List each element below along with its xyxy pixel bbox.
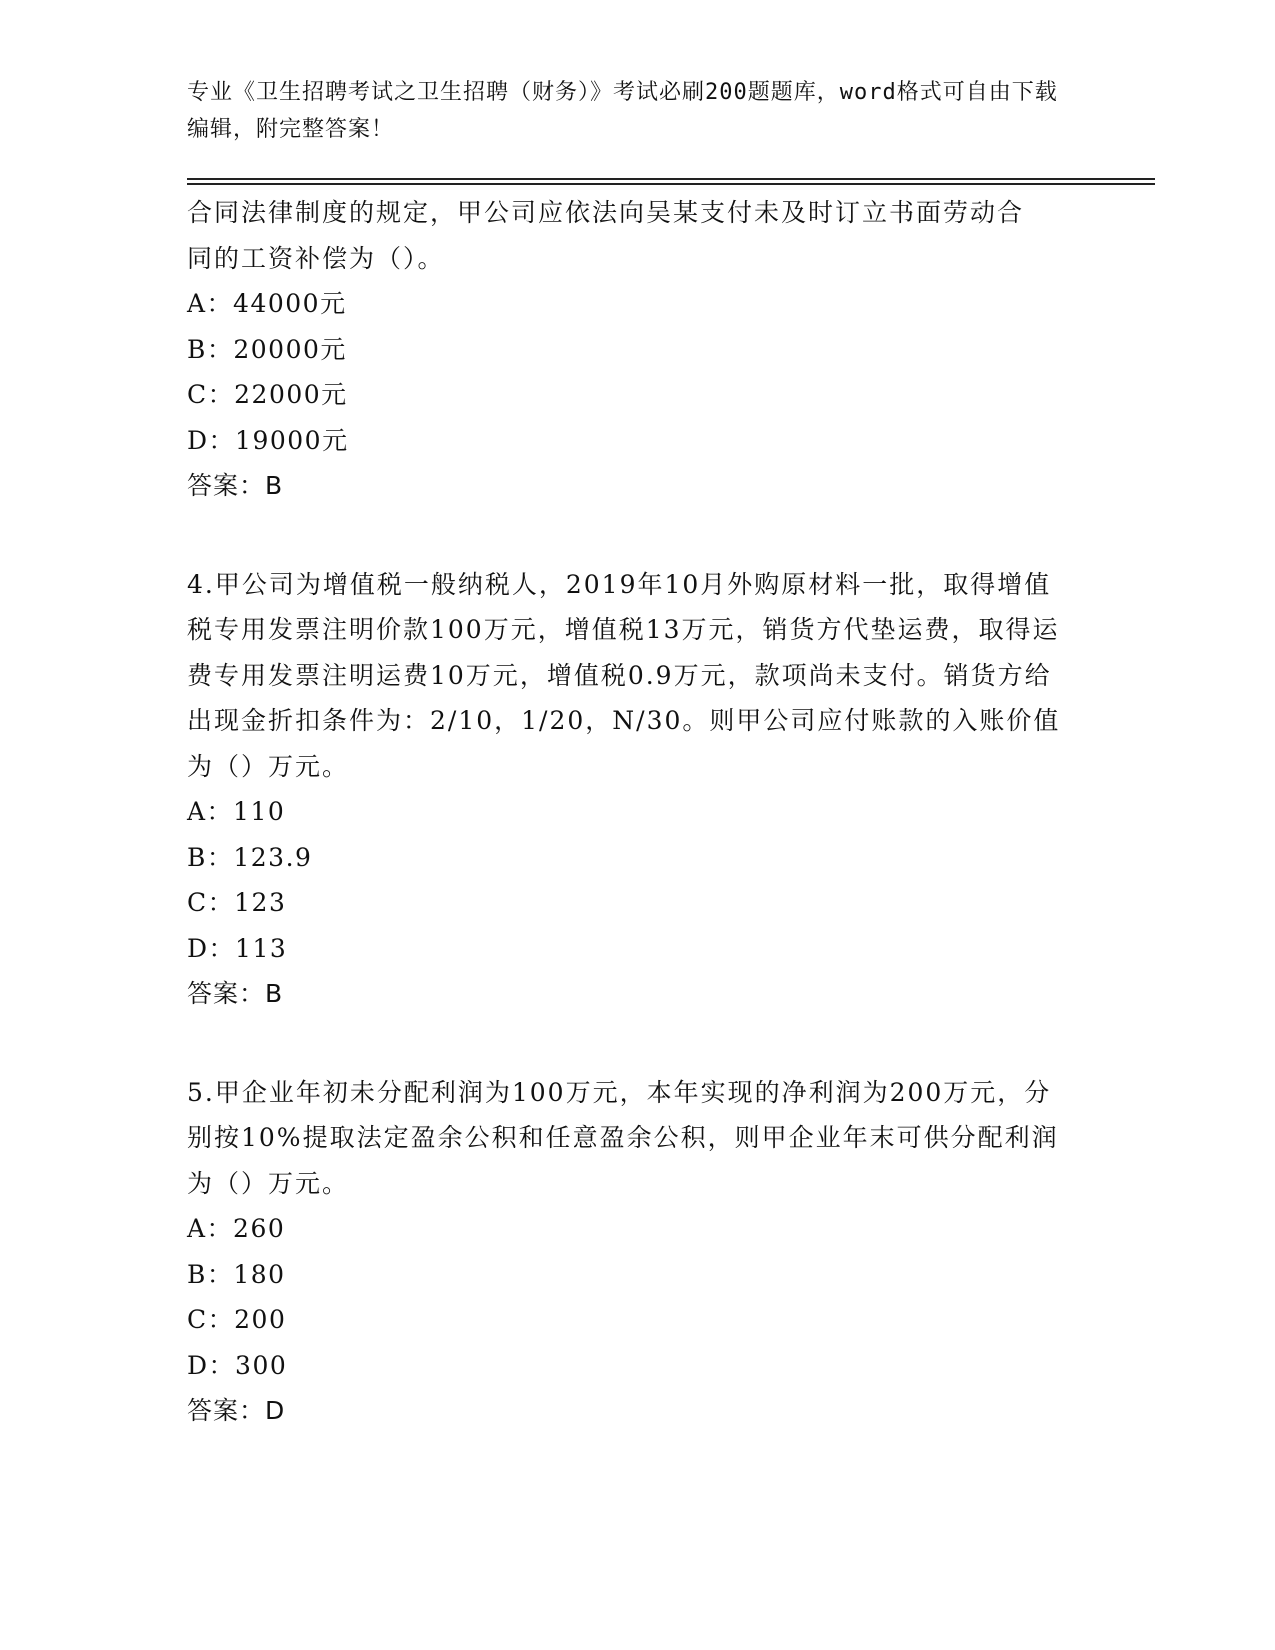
question-block bbox=[187, 1070, 1087, 1434]
answer-line: 答案：B bbox=[187, 979, 284, 1008]
header-rule-bottom bbox=[187, 183, 1155, 185]
option-c: C：123 bbox=[187, 888, 287, 917]
option-b: B：20000元 bbox=[187, 334, 347, 364]
header-rule-top bbox=[187, 178, 1155, 180]
option-d: D：19000元 bbox=[187, 425, 349, 455]
option-d: D：300 bbox=[187, 1350, 288, 1380]
answer-line: 答案：D bbox=[187, 1396, 286, 1425]
question-text: 合同法律制度的规定，甲公司应依法向吴某支付未及时订立书面劳动合同的工资补偿为（）。 bbox=[187, 198, 1025, 273]
question-text: 4.甲公司为增值税一般纳税人，2019年10月外购原材料一批，取得增值税专用发票注明价款100万元，增值税13万元，销货方代垫运费，取得运费专用发票注明运费10万元，增值税0.9万元，款项尚未支付。销货方给出现金折扣条件为：2/10，1/20，N/30。则甲公司应付账款的入账价值为（）万元。 bbox=[187, 569, 1061, 781]
question-list bbox=[187, 186, 1087, 1434]
option-c: C：22000元 bbox=[187, 380, 348, 409]
option-a: A：44000元 bbox=[187, 289, 347, 318]
document-header: 专业《卫生招聘考试之卫生招聘（财务）》考试必刷200题题库，word格式可自由下载编辑，附完整答案！ bbox=[187, 80, 1058, 142]
question-block bbox=[187, 562, 1087, 1017]
answer-line: 答案：B bbox=[187, 471, 284, 500]
question-block bbox=[187, 190, 1087, 509]
option-b: B：180 bbox=[187, 1259, 286, 1289]
option-d: D：113 bbox=[187, 933, 288, 963]
question-text: 5.甲企业年初未分配利润为100万元，本年实现的净利润为200万元，分别按10%提取法定盈余公积和任意盈余公积，则甲企业年末可供分配利润为（）万元。 bbox=[187, 1077, 1059, 1198]
option-a: A：110 bbox=[187, 797, 286, 826]
option-c: C：200 bbox=[187, 1305, 287, 1334]
option-a: A：260 bbox=[187, 1214, 286, 1243]
option-b: B：123.9 bbox=[187, 842, 313, 872]
